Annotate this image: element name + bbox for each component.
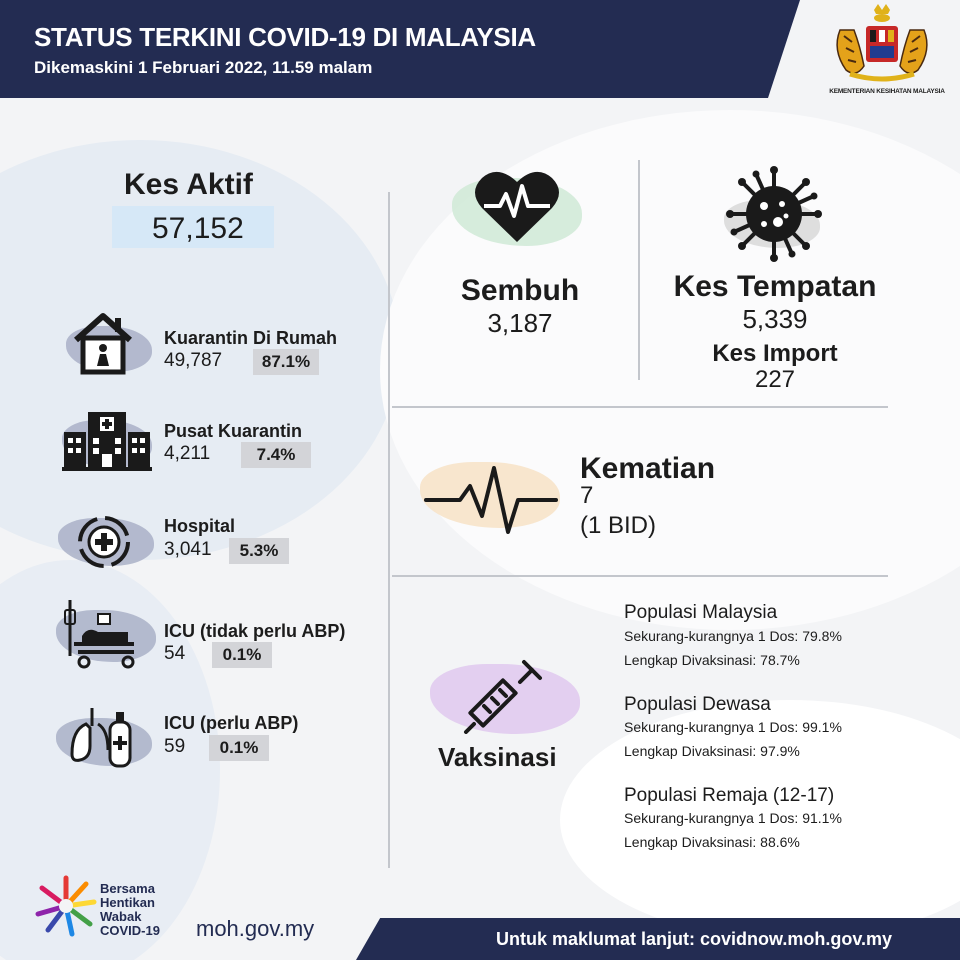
vax-group-title: Populasi Malaysia	[624, 602, 778, 623]
kematian-label: Kematian	[580, 452, 716, 485]
vax-full: Lengkap Divaksinasi: 88.6%	[624, 834, 800, 850]
column-divider	[388, 192, 390, 868]
icu-bed-icon	[60, 596, 140, 681]
more-info-link[interactable]: Untuk maklumat lanjut: covidnow.moh.gov.my	[496, 929, 893, 949]
category-value: 4,211	[164, 443, 211, 464]
category-value: 54	[164, 643, 186, 664]
medical-cross-icon	[78, 514, 130, 575]
kes-tempatan-label: Kes Tempatan	[673, 270, 877, 303]
category-label: Pusat Kuarantin	[164, 421, 303, 441]
vax-full: Lengkap Divaksinasi: 78.7%	[624, 652, 800, 668]
vax-dose1: Sekurang-kurangnya 1 Dos: 91.1%	[624, 810, 842, 826]
heart-pulse-icon	[474, 166, 560, 251]
kes-aktif-label: Kes Aktif	[124, 168, 253, 201]
category-percent: 5.3%	[229, 538, 289, 564]
category-label: ICU (tidak perlu ABP)	[164, 621, 346, 641]
category-percent: 7.4%	[241, 442, 311, 468]
category-value: 3,041	[164, 539, 212, 560]
category-value: 49,787	[164, 350, 223, 371]
page-subtitle: Dikemaskini 1 Februari 2022, 11.59 malam	[34, 58, 373, 77]
row-divider	[392, 406, 888, 408]
row-divider	[392, 575, 888, 577]
vax-dose1: Sekurang-kurangnya 1 Dos: 99.1%	[624, 719, 842, 735]
kematian-value: 7	[580, 482, 594, 509]
sembuh-value: 3,187	[487, 308, 553, 338]
lungs-oxygen-icon	[66, 702, 136, 777]
kes-import-label: Kes Import	[712, 340, 838, 367]
page-title: STATUS TERKINI COVID-19 DI MALAYSIA	[34, 22, 536, 52]
category-percent: 0.1%	[212, 642, 272, 668]
campaign-line: Wabak	[100, 909, 142, 924]
coat-of-arms-logo	[810, 0, 960, 98]
website-link[interactable]: moh.gov.my	[196, 916, 315, 941]
hospital-building-icon	[62, 408, 152, 477]
kes-aktif-value: 57,152	[152, 212, 244, 245]
campaign-logo-icon	[34, 874, 98, 943]
ministry-caption: KEMENTERIAN KESIHATAN MALAYSIA	[829, 88, 945, 95]
kematian-note: (1 BID)	[580, 512, 657, 539]
category-label: ICU (perlu ABP)	[164, 713, 299, 733]
category-value: 59	[164, 736, 186, 757]
virus-icon	[722, 162, 826, 271]
vax-group-title: Populasi Dewasa	[624, 694, 771, 715]
campaign-line: Bersama	[100, 881, 155, 896]
campaign-line: Hentikan	[100, 895, 155, 910]
category-percent: 0.1%	[209, 735, 269, 761]
vaksinasi-label: Vaksinasi	[438, 742, 557, 772]
column-divider	[638, 160, 640, 380]
category-label: Kuarantin Di Rumah	[164, 328, 338, 348]
vax-dose1: Sekurang-kurangnya 1 Dos: 79.8%	[624, 628, 842, 644]
campaign-line: COVID-19	[100, 923, 160, 938]
pulse-line-icon	[424, 464, 558, 539]
vax-group-title: Populasi Remaja (12-17)	[624, 785, 835, 806]
syringe-icon	[462, 654, 548, 739]
kes-tempatan-value: 5,339	[742, 304, 808, 334]
campaign-text	[100, 882, 160, 938]
sembuh-label: Sembuh	[460, 274, 580, 307]
category-label: Hospital	[164, 516, 236, 536]
kes-import-value: 227	[754, 366, 796, 393]
vax-full: Lengkap Divaksinasi: 97.9%	[624, 743, 800, 759]
home-person-icon	[72, 310, 134, 381]
category-percent: 87.1%	[253, 349, 319, 375]
